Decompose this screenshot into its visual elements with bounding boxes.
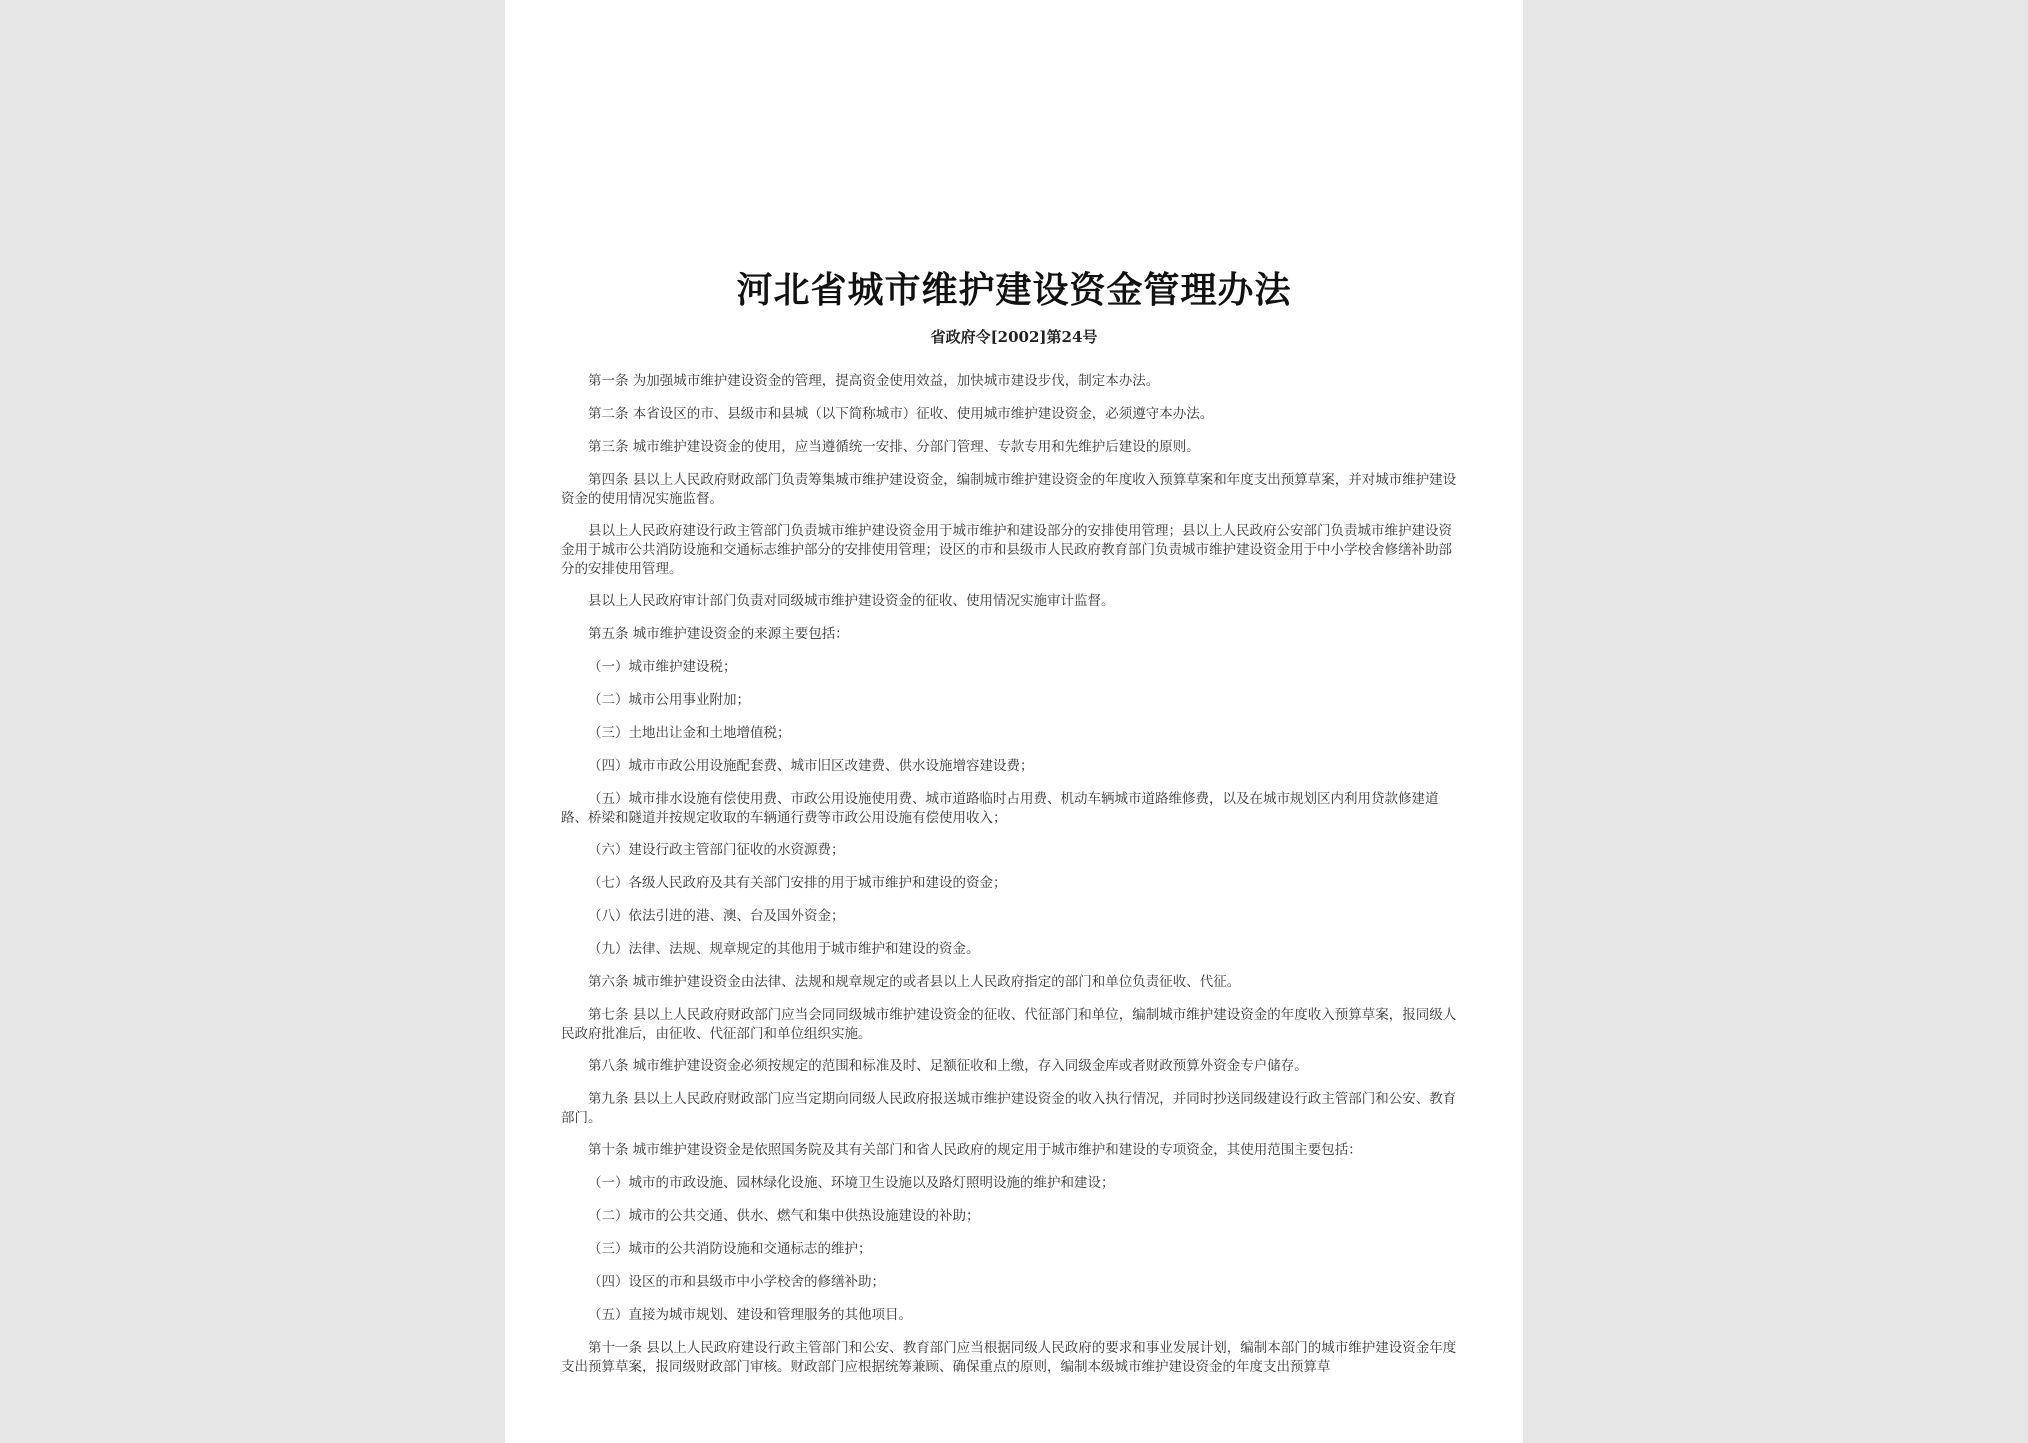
paragraph: 第三条 城市维护建设资金的使用，应当遵循统一安排、分部门管理、专款专用和先维护后建设的原则。 (588, 439, 1200, 455)
document-title: 河北省城市维护建设资金管理办法 (736, 269, 1292, 311)
list-item: （八）依法引进的港、澳、台及国外资金； (588, 908, 845, 924)
paragraph: 第十条 城市维护建设资金是依照国务院及其有关部门和省人民政府的规定用于城市维护和建设的专项资金，其使用范围主要包括： (588, 1142, 1362, 1158)
paragraph: 第八条 城市维护建设资金必须按规定的范围和标准及时、足额征收和上缴，存入同级金库或者财政预算外资金专户储存。 (588, 1058, 1308, 1074)
paragraph: 第六条 城市维护建设资金由法律、法规和规章规定的或者县以上人民政府指定的部门和单位负责征收、代征。 (588, 974, 1241, 990)
list-item: （一）城市的市政设施、园林绿化设施、环境卫生设施以及路灯照明设施的维护和建设； (588, 1175, 1115, 1191)
list-item: （七）各级人民政府及其有关部门安排的用于城市维护和建设的资金； (588, 875, 1007, 891)
list-item: （二）城市的公共交通、供水、燃气和集中供热设施建设的补助； (588, 1208, 980, 1224)
list-item: （五）直接为城市规划、建设和管理服务的其他项目。 (588, 1307, 912, 1323)
paragraph: 县以上人民政府审计部门负责对同级城市维护建设资金的征收、使用情况实施审计监督。 (588, 593, 1115, 609)
list-item: （二）城市公用事业附加； (588, 692, 750, 708)
document-body (561, 372, 1465, 1390)
list-item: （一）城市维护建设税； (588, 659, 737, 675)
paragraph: 第十一条 县以上人民政府建设行政主管部门和公安、教育部门应当根据同级人民政府的要求和事业发展计划，编制本部门的城市维护建设资金年度支出预算草案，报同级财政部门审核。财政部门应根据统筹兼顾、确保重点的原则，编制本级城市维护建设资金的年度支出预算草 (561, 1340, 1457, 1375)
list-item: （四）设区的市和县级市中小学校舍的修缮补助； (588, 1274, 885, 1290)
paragraph: 第九条 县以上人民政府财政部门应当定期向同级人民政府报送城市维护建设资金的收入执行情况，并同时抄送同级建设行政主管部门和公安、教育部门。 (561, 1091, 1457, 1126)
list-item: （三）土地出让金和土地增值税； (588, 725, 791, 741)
list-item: （四）城市市政公用设施配套费、城市旧区改建费、供水设施增容建设费； (588, 758, 1034, 774)
list-item: （九）法律、法规、规章规定的其他用于城市维护和建设的资金。 (588, 941, 980, 957)
list-item: （五）城市排水设施有偿使用费、市政公用设施使用费、城市道路临时占用费、机动车辆城市道路维修费，以及在城市规划区内利用贷款修建道路、桥梁和隧道并按规定收取的车辆通行费等市政公用设施有偿使用收入； (561, 791, 1439, 826)
paragraph: 第七条 县以上人民政府财政部门应当会同同级城市维护建设资金的征收、代征部门和单位，编制城市维护建设资金的年度收入预算草案，报同级人民政府批准后，由征收、代征部门和单位组织实施。 (561, 1007, 1457, 1042)
paragraph: 第五条 城市维护建设资金的来源主要包括： (588, 626, 849, 642)
paragraph: 第一条 为加强城市维护建设资金的管理，提高资金使用效益，加快城市建设步伐，制定本办法。 (588, 373, 1160, 389)
list-item: （三）城市的公共消防设施和交通标志的维护； (588, 1241, 872, 1257)
document-subtitle: 省政府令[2002]第24号 (930, 328, 1098, 346)
list-item: （六）建设行政主管部门征收的水资源费； (588, 842, 845, 858)
paragraph: 第四条 县以上人民政府财政部门负责筹集城市维护建设资金，编制城市维护建设资金的年度收入预算草案和年度支出预算草案，并对城市维护建设资金的使用情况实施监督。 (561, 472, 1457, 507)
paragraph: 县以上人民政府建设行政主管部门负责城市维护建设资金用于城市维护和建设部分的安排使用管理；县以上人民政府公安部门负责城市维护建设资金用于城市公共消防设施和交通标志维护部分的安排使用管理；设区的市和县级市人民政府教育部门负责城市维护建设资金用于中小学校舍修缮补助部分的安排使用管理。 (561, 523, 1452, 577)
paragraph: 第二条 本省设区的市、县级市和县城（以下简称城市）征收、使用城市维护建设资金，必须遵守本办法。 (588, 406, 1214, 422)
document-page (505, 0, 1523, 1443)
